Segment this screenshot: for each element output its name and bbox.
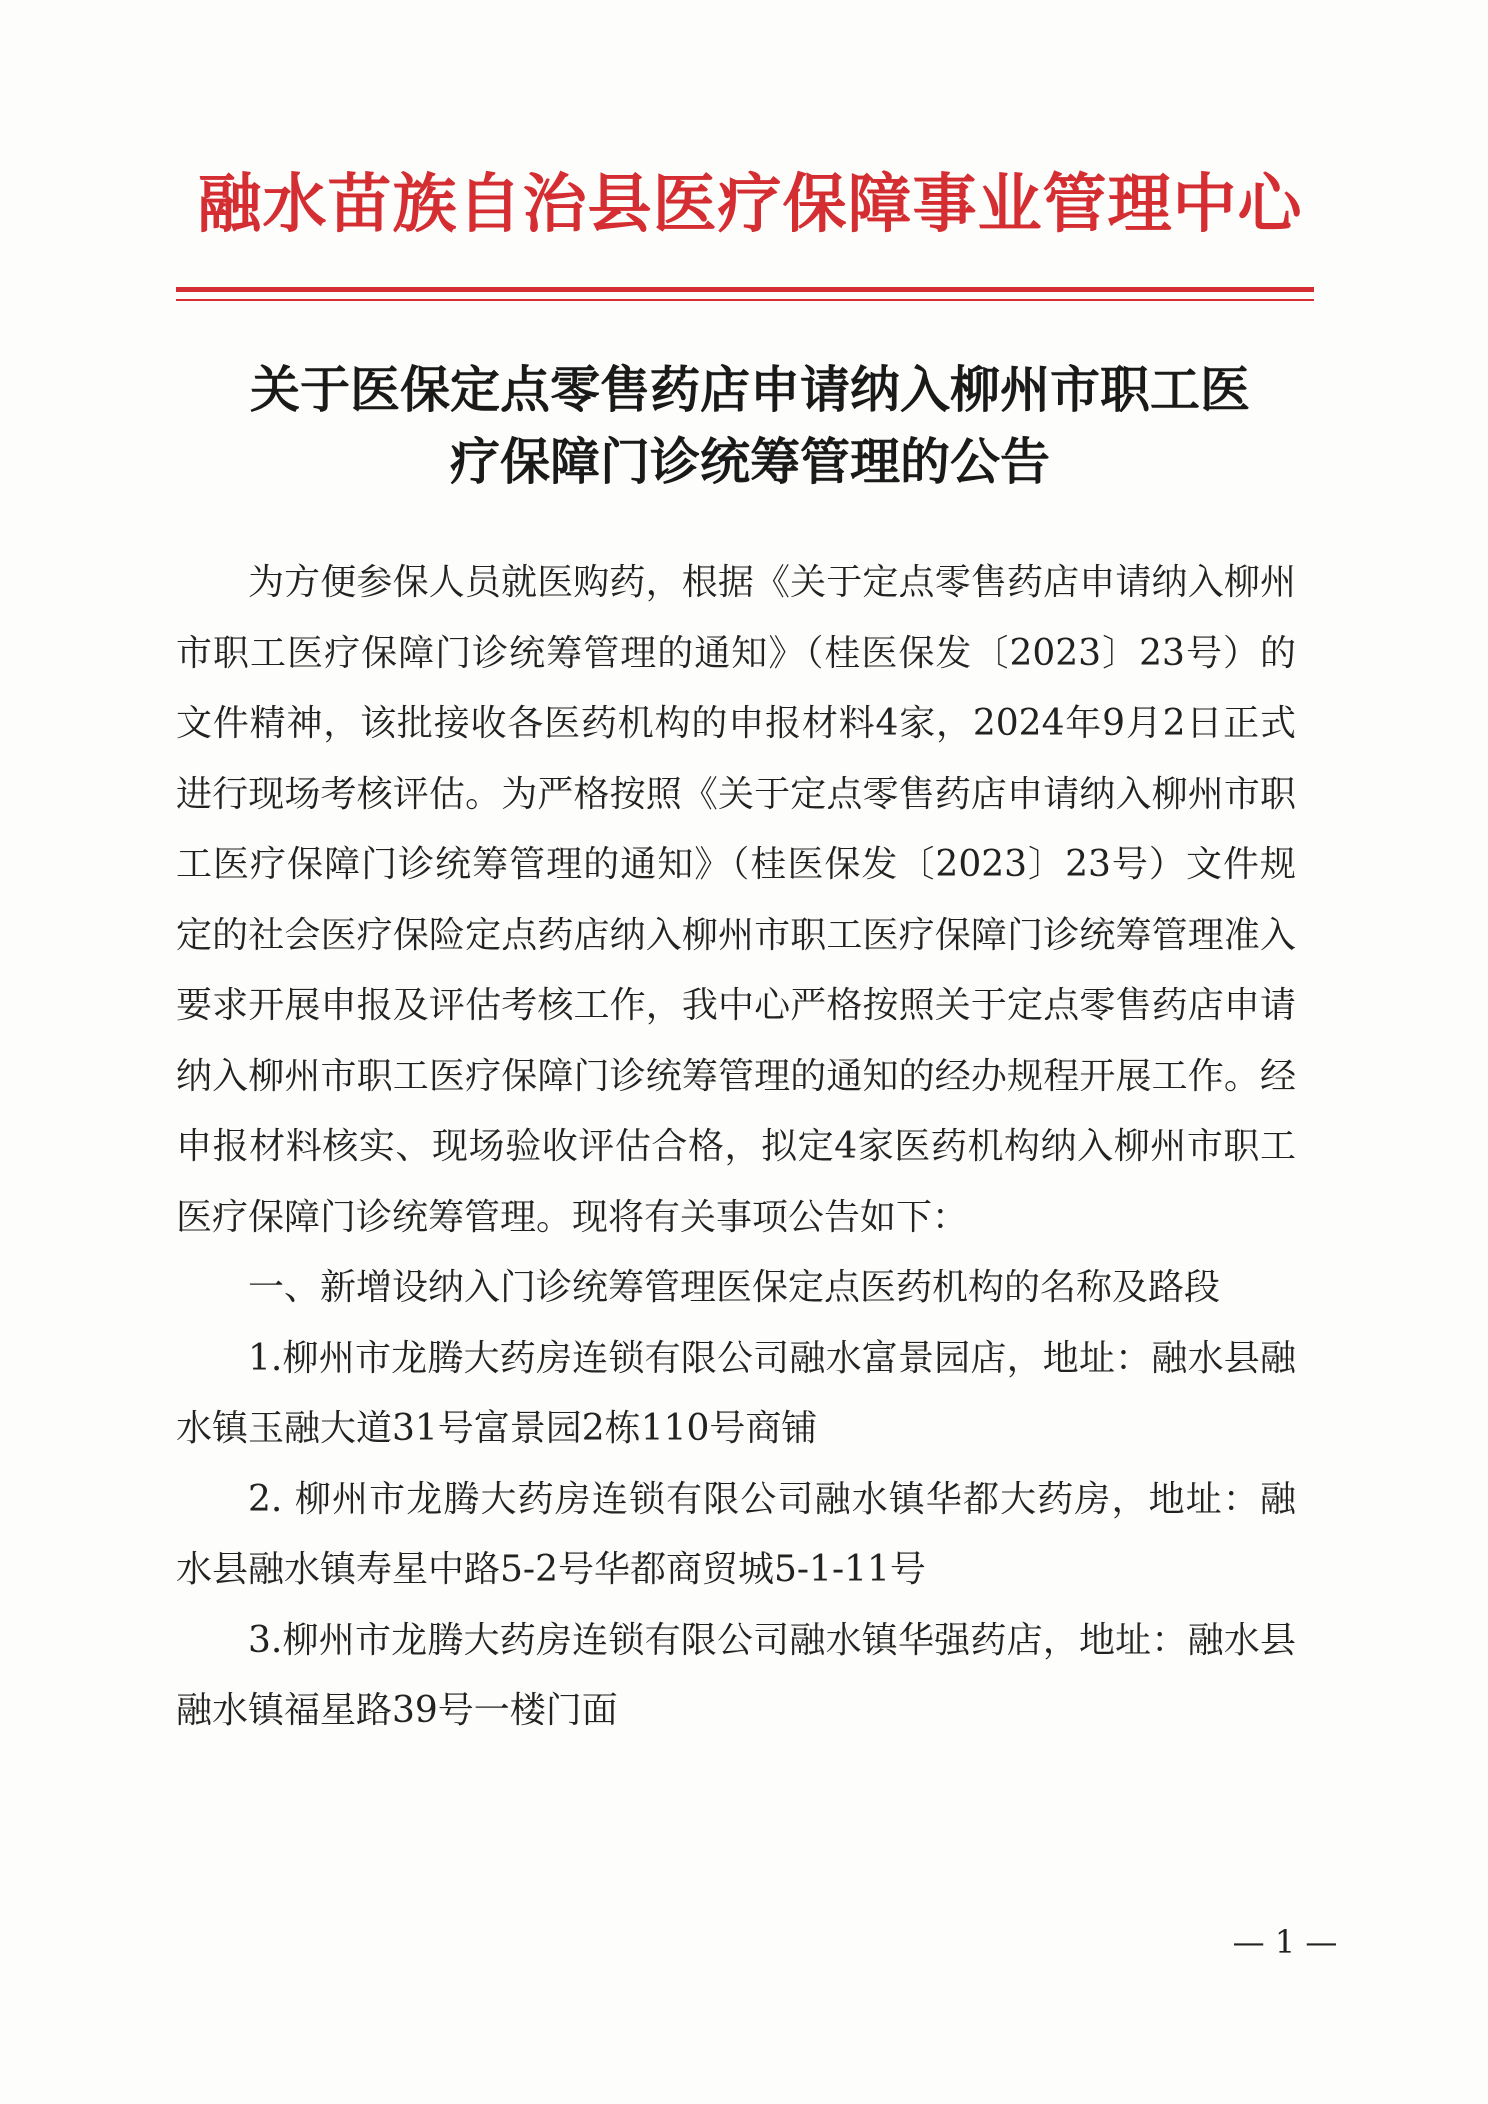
organization-masthead: 融水苗族自治县医疗保障事业管理中心 <box>197 167 1303 242</box>
list-item: 2. 柳州市龙腾大药房连锁有限公司融水镇华都大药房，地址：融水县融水镇寿星中路5-2号华都商贸城5-1-11号 <box>176 1478 1296 1590</box>
notice-title <box>160 354 1340 498</box>
intro-paragraph: 为方便参保人员就医购药，根据《关于定点零售药店申请纳入柳州市职工医疗保障门诊统筹管理的通知》（桂医保发〔2023〕23号）的文件精神，该批接收各医药机构的申报材料4家，2024年9月2日正式进行现场考核评估。为严格按照《关于定点零售药店申请纳入柳州市职工医疗保障门诊统筹管理的通知》（桂医保发〔2023〕23号）文件规定的社会医疗保险定点药店纳入柳州市职工医疗保障门诊统筹管理准入要求开展申报及评估考核工作，我中心严格按照关于定点零售药店申请纳入柳州市职工医疗保障门诊统筹管理的通知的经办规程开展工作。经申报材料核实、现场验收评估合格，拟定4家医药机构纳入柳州市职工医疗保障门诊统筹管理。现将有关事项公告如下： <box>176 562 1296 1238</box>
masthead-rule-thick <box>176 287 1314 292</box>
notice-title-line-1: 关于医保定点零售药店申请纳入柳州市职工医 <box>250 360 1250 419</box>
list-item: 1.柳州市龙腾大药房连锁有限公司融水富景园店，地址：融水县融水镇玉融大道31号富景园2栋110号商铺 <box>176 1337 1296 1449</box>
notice-title-line-2: 疗保障门诊统筹管理的公告 <box>450 432 1050 491</box>
notice-body <box>176 548 1296 1747</box>
list-item: 3.柳州市龙腾大药房连锁有限公司融水镇华强药店，地址：融水县融水镇福星路39号一楼门面 <box>176 1619 1296 1731</box>
page-number: — 1 — <box>1232 1923 1338 1961</box>
section-1-heading: 一、新增设纳入门诊统筹管理医保定点医药机构的名称及路段 <box>248 1267 1221 1308</box>
masthead-rule-thin <box>176 299 1314 301</box>
